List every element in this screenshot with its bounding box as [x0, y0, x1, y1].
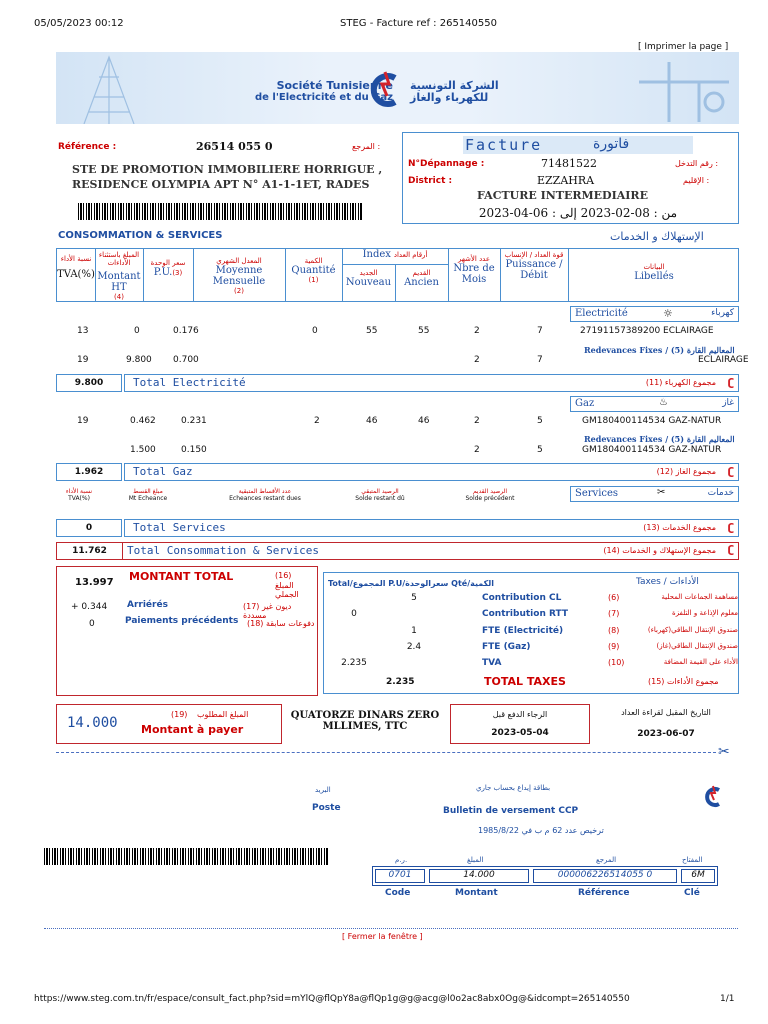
ccp-cle: 6M [681, 869, 715, 883]
elec-row2-tva: 19 [77, 355, 89, 365]
ccp-code: 0701 [375, 869, 425, 883]
pylon-illustration [64, 52, 154, 124]
montant-payer-box [56, 704, 282, 744]
svc-col-mt: مبلغ القسط Mt Echeance [128, 488, 168, 502]
pipes-illustration [629, 52, 739, 124]
tax-row-label: TVA [482, 658, 502, 668]
total-taxes-label: TOTAL TAXES [484, 675, 566, 688]
tax-row-total: 0 [351, 609, 357, 619]
elec-row1-mois: 2 [474, 326, 480, 336]
client-line2: RESIDENCE OLYMPIA APT N° A1-1-1ET, RADES [72, 178, 370, 191]
gaz-row2-puis: 5 [537, 445, 543, 455]
cut-line [56, 752, 716, 753]
tax-row-ar: الأداء على القيمة المضافة [663, 658, 738, 666]
close-window-link[interactable]: [ Fermer la fenêtre ] [342, 932, 423, 941]
scissors-icon: ✂ [718, 744, 730, 760]
svc-col-sp: الرصيد القديم Solde précédent [465, 488, 515, 502]
tax-row-number: (7) [608, 609, 620, 618]
arrieres-value: + 0.344 [71, 602, 108, 612]
tax-row-label: Contribution RTT [482, 609, 568, 619]
total-taxes-value: 2.235 [386, 677, 415, 687]
elec-row1-lib: 27191157389200 ECLAIRAGE [580, 326, 714, 336]
total-gaz-value: 1.962 [56, 463, 122, 481]
ccp-montant: 14.000 [429, 869, 529, 883]
montant-total-box [56, 566, 318, 696]
bulb-icon: ☼ [663, 307, 673, 320]
paiements-value: 0 [89, 619, 95, 629]
tax-row-ar: صندوق الإنتقال الطاقي(غاز) [656, 642, 738, 650]
facture-type: FACTURE INTERMEDIAIRE [477, 189, 648, 202]
montant-words: QUATORZE DINARS ZERO MLLIMES, TTC [290, 710, 440, 732]
montant-total-number: (16) [275, 571, 292, 580]
elec-row1-tva: 13 [77, 326, 89, 336]
montant-total-label: MONTANT TOTAL [129, 570, 234, 583]
steg-mini-icon: ʗ [727, 521, 734, 534]
depannage-value: 71481522 [541, 157, 597, 170]
elec-row2-lib: ECLAIRAGE [698, 355, 749, 365]
gaz-row2-mois: 2 [474, 445, 480, 455]
tax-row-number: (6) [608, 593, 620, 602]
tax-row-number: (9) [608, 642, 620, 651]
next-reading: التاريخ المقبل لقراءة العداد 2023-06-07 [621, 708, 711, 739]
ccp-title: Bulletin de versement CCP [443, 806, 579, 816]
taxes-header: Total/المجموع P.U/سعرالوحدة Qté/الكمية [328, 579, 495, 588]
print-page-link[interactable]: [ Imprimer la page ] [638, 42, 729, 52]
montant-payer-label: Montant à payer [141, 723, 244, 736]
ccp-poste-ar: البريد [315, 786, 331, 794]
steg-mini-icon: ʗ [727, 376, 734, 389]
gaz-row2-pu: 0.150 [181, 445, 207, 455]
tax-row-qte: 1 [411, 626, 417, 636]
elec-row2-mois: 2 [474, 355, 480, 365]
tax-row-total: 2.235 [341, 658, 367, 668]
gaz-row1-lib: GM180400114534 GAZ-NATUR [582, 416, 722, 426]
due-date-box: الرجاء الدفع قبل 2023-05-04 [450, 704, 590, 744]
col-moyenne: المعدل الشهري Moyenne Mensuelle (2) [212, 257, 266, 295]
ccp-h-montant-ar: المبلغ [467, 856, 484, 864]
elec-row2-pu: 0.700 [173, 355, 199, 365]
gaz-row1-qte: 2 [314, 416, 320, 426]
gaz-row2-lib: GM180400114534 GAZ-NATUR [582, 445, 722, 455]
elec-row2-montant: 9.800 [126, 355, 152, 365]
flame-icon: ♨ [659, 397, 668, 408]
tax-row-number: (10) [608, 658, 625, 667]
total-services-row: Total Services مجموع الخدمات (13) ʗ [124, 519, 739, 537]
depannage-label: N°Dépannage : [408, 159, 485, 169]
gaz-row1-pu: 0.231 [181, 416, 207, 426]
gaz-row1-anc: 46 [418, 416, 430, 426]
total-consommation-row: 11.762 Total Consommation & Services مجموع الإستهلاك و الخدمات (14) ʗ [56, 542, 739, 560]
col-libelles: البيانات Libellés [634, 263, 674, 282]
company-name-ar: الشركة التونسية للكهرباء والغاز [410, 79, 499, 104]
tools-icon: ✂ [657, 487, 666, 498]
consommation-title-fr: CONSOMMATION & SERVICES [58, 230, 223, 241]
facture-title-ar: فاتورة [593, 136, 630, 152]
gaz-label-box: Gaz ♨ غاز [570, 396, 739, 412]
tax-row-qte: 5 [411, 593, 417, 603]
print-datetime: 05/05/2023 00:12 [34, 18, 124, 29]
steg-mini-icon: ʗ [727, 465, 734, 478]
paiements-label: Paiements précédents [125, 616, 239, 626]
gaz-row1-puis: 5 [537, 416, 543, 426]
gaz-redevances-label: Redevances Fixes / (5) المعاليم القارة [584, 434, 735, 444]
ccp-montant-label: Montant [455, 888, 498, 898]
elec-row1-puis: 7 [537, 326, 543, 336]
steg-logo-small-icon [703, 785, 723, 809]
montant-total-value: 13.997 [75, 577, 114, 588]
col-tva: نسبة الأداء TVA(%) [57, 255, 95, 280]
electricite-label-box: Electricité ☼ كهرباء [570, 306, 739, 322]
company-name-fr: Société Tunisienne de l'Electricité et du Gaz [255, 79, 393, 103]
ccp-code-label: Code [385, 888, 411, 898]
arrieres-ar: (17) ديون غير مسددة [243, 602, 292, 620]
ccp-h-cle-ar: المفتاح [682, 856, 703, 864]
gaz-row2-montant: 1.500 [130, 445, 156, 455]
elec-row1-montant: 0 [134, 326, 140, 336]
ccp-reference: 000006226514055 0 [533, 869, 677, 883]
montant-payer-ar: المبلغ المطلوب [197, 710, 249, 719]
print-title: STEG - Facture ref : 265140550 [340, 18, 497, 29]
svc-col-ech: عدد الأقساط المتبقية Echeances restant dues [229, 488, 301, 502]
taxes-header-right: Taxes / الأداءات [636, 577, 699, 587]
total-electricite-row: Total Electricité مجموع الكهرباء (11) ʗ [124, 374, 739, 392]
tax-row-label: Contribution CL [482, 593, 562, 603]
col-nouveau: الجديد Nouveau [345, 269, 392, 288]
facture-title-fr: Facture [465, 136, 543, 154]
client-line1: STE DE PROMOTION IMMOBILIERE HORRIGUE , [72, 163, 383, 176]
col-pu: سعر الوحدة P.U.(3) [150, 259, 186, 278]
tax-row-ar: صندوق الإنتقال الطاقي(كهرباء) [647, 626, 738, 634]
ccp-h-code-ar: ر.م. [395, 856, 408, 864]
ccp-fields [372, 866, 718, 886]
district-label: District : [408, 176, 453, 186]
district-label-ar: الإقليم : [683, 176, 710, 185]
col-puissance: قوة العداد / الإنساب Puissance / Débit [504, 251, 564, 281]
reference-value: 26514 055 0 [196, 140, 273, 153]
tax-row-ar: معلوم الإذاعة و التلفزة [672, 609, 738, 617]
tax-row-number: (8) [608, 626, 620, 635]
arrieres-label: Arriérés [127, 600, 168, 610]
district-value: EZZAHRA [537, 174, 595, 187]
taxes-box [323, 572, 739, 694]
montant-total-ar: المبلغ الجملي [275, 581, 299, 599]
ccp-h-ref-ar: المرجع [596, 856, 617, 864]
reference-barcode [78, 203, 363, 220]
elec-row1-nouv: 55 [366, 326, 378, 336]
total-gaz-row: Total Gaz مجموع الغاز (12) ʗ [124, 463, 739, 481]
total-services-value: 0 [56, 519, 122, 537]
steg-logo-icon [367, 70, 403, 110]
facture-box [402, 132, 739, 224]
footer-divider [44, 928, 738, 929]
gaz-row1-montant: 0.462 [130, 416, 156, 426]
col-montant: المبلغ باستثناء الأداءات Montant HT (4) [97, 251, 141, 301]
services-label-box: Services ✂ خدمات [570, 486, 739, 502]
gaz-row1-nouv: 46 [366, 416, 378, 426]
ccp-barcode [44, 848, 329, 865]
col-ancien: القديم Ancien [404, 269, 439, 288]
col-mois: عدد الأشهر Nbre de Mois [453, 255, 495, 285]
elec-row1-qte: 0 [312, 326, 318, 336]
svc-col-sr: الرصيد المتبقي Solde restant dû [355, 488, 405, 502]
elec-row1-pu: 0.176 [173, 326, 199, 336]
ccp-poste: Poste [312, 803, 341, 813]
gaz-row1-mois: 2 [474, 416, 480, 426]
tax-row-qte: 2.4 [406, 642, 422, 652]
consommation-title-ar: الإستهلاك و الخدمات [610, 230, 704, 243]
ccp-title-ar: بطاقة إيداع بحساب جاري [476, 784, 551, 792]
paiements-ar: (18) دفوعات سابقة [247, 619, 315, 628]
elec-redevances-label: Redevances Fixes / (5) المعاليم القارة [584, 345, 735, 355]
montant-payer-value: 14.000 [67, 715, 118, 731]
ccp-cle-label: Clé [684, 888, 700, 898]
table-header [56, 248, 739, 302]
elec-row1-anc: 55 [418, 326, 430, 336]
elec-row2-puis: 7 [537, 355, 543, 365]
total-electricite-value: 9.800 [56, 374, 122, 392]
ccp-reference-label: Référence [578, 888, 630, 898]
col-quantite: الكمية Quantité (1) [291, 257, 336, 284]
depannage-label-ar: رقم التدخل : [675, 159, 719, 168]
ccp-auth: ترخيص عدد 62 م ب في 1985/8/22 [478, 826, 604, 835]
tax-row-label: FTE (Electricité) [482, 626, 564, 636]
gaz-row1-tva: 19 [77, 416, 89, 426]
footer-page: 1/1 [720, 994, 735, 1004]
facture-period: من : 08-02-2023 إلى : 06-04-2023 [478, 206, 678, 220]
reference-label-ar: المرجع : [352, 142, 381, 151]
footer-url: https://www.steg.com.tn/fr/espace/consult_fact.php?sid=mYlQ@flQpY8a@flQp1g@g@acg@l0o2ac8abx0Og@&idcompt=265140550 [34, 994, 630, 1004]
col-index: Index أرقام العداد [342, 249, 448, 265]
montant-payer-n: (19) [171, 710, 188, 719]
steg-mini-icon: ʗ [727, 543, 734, 556]
svc-col-tva: نسبة الأداء TVA(%) [65, 488, 93, 502]
total-taxes-ar: (15) مجموع الأداءات [648, 677, 719, 686]
tax-row-ar: مساهمة الجماعات المحلية [661, 593, 738, 601]
tax-row-label: FTE (Gaz) [482, 642, 531, 652]
reference-label: Référence : [58, 142, 117, 152]
